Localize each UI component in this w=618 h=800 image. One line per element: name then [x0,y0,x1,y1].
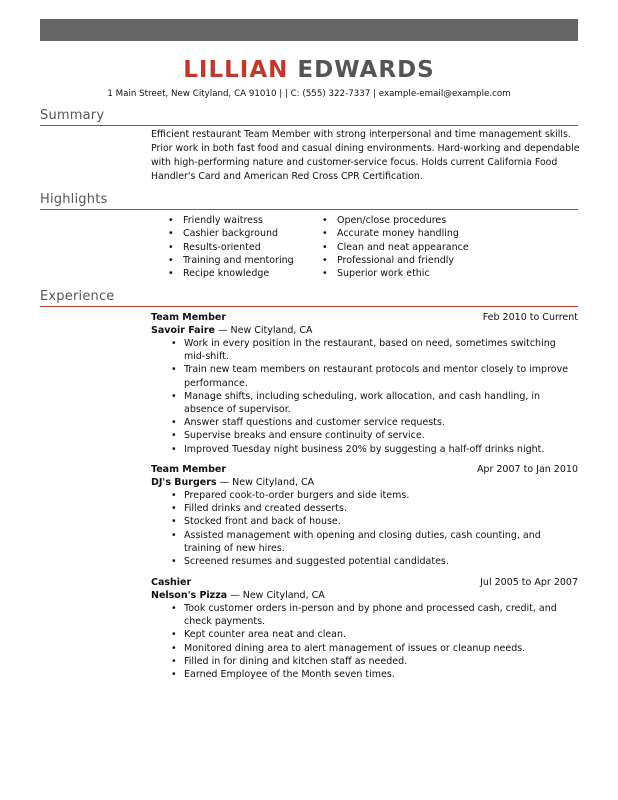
job-duty: • Answer staff questions and customer service requests. [151,416,575,429]
section-title-highlights: Highlights [40,192,108,207]
first-name: LILLIAN [183,57,289,83]
job-duties-list [151,337,575,456]
job-duty: • Supervise breaks and ensure continuity of service. [151,429,575,442]
job-duty: • Filled drinks and created desserts. [151,502,575,515]
company-name: DJ's Burgers [151,477,217,488]
company-name: Savoir Faire [151,325,215,336]
job-dates: Feb 2010 to Current [482,312,578,323]
job-company-line [151,589,325,602]
highlight-item: • Cashier background [168,227,294,240]
job-duty: • Earned Employee of the Month seven times. [151,668,575,681]
summary-text: Efficient restaurant Team Member with strong interpersonal and time management skills. Prior work in both fast food and casual dining environments. Hard-working and dependable with high-performing nature and customer-service focus. Holds current California Food Handler's Card and American Red Cross CPR Certification. [151,129,580,182]
highlight-item: • Accurate money handling [322,227,469,240]
job-duty: • Filled in for dining and kitchen staff as needed. [151,655,575,668]
job-dates: Jul 2005 to Apr 2007 [480,577,578,588]
highlight-item: • Clean and neat appearance [322,241,469,254]
section-rule [40,306,578,307]
highlight-item: • Superior work ethic [322,267,469,280]
highlight-item: • Open/close procedures [322,214,469,227]
job-dates: Apr 2007 to Jan 2010 [476,464,578,475]
company-location: New Cityland, CA [232,477,315,488]
job-duties-list [151,489,575,568]
job-title: Cashier [151,577,192,588]
contact-info: 1 Main Street, New Cityland, CA 91010 | | C: (555) 322-7337 | example-email@example.com [107,89,511,99]
highlights-left-list [168,214,294,280]
highlight-item: • Professional and friendly [322,254,469,267]
section-rule [40,125,578,126]
job-duty: • Kept counter area neat and clean. [151,628,575,641]
job-duty: • Prepared cook-to-order burgers and side items. [151,489,575,502]
company-separator: — [219,477,230,488]
highlight-item: • Training and mentoring [168,254,294,267]
job-duty: • Improved Tuesday night business 20% by suggesting a half-off drinks night. [151,443,575,456]
job-duty: • Train new team members on restaurant protocols and mentor closely to improve performance. [151,363,575,389]
job-title: Team Member [151,464,227,475]
last-name: EDWARDS [297,57,435,83]
company-location: New Cityland, CA [230,325,313,336]
section-rule [40,209,578,210]
job-duty: • Assisted management with opening and closing duties, cash counting, and training of new hires. [151,529,575,555]
job-company-line [151,324,313,337]
job-company-line [151,476,314,489]
job-duty: • Screened resumes and suggested potential candidates. [151,555,575,568]
company-location: New Cityland, CA [242,590,325,601]
company-separator: — [217,325,228,336]
company-separator: — [230,590,240,601]
highlight-item: • Results-oriented [168,241,294,254]
job-duties-list [151,602,575,681]
job-duty: • Work in every position in the restaurant, based on need, sometimes switching mid-shift. [151,337,575,363]
company-name: Nelson's Pizza [151,590,228,601]
highlight-item: • Recipe knowledge [168,267,294,280]
job-duty: • Stocked front and back of house. [151,515,575,528]
job-title: Team Member [151,312,227,323]
job-duty: • Took customer orders in-person and by phone and processed cash, credit, and check payments. [151,602,575,628]
section-title-summary: Summary [40,108,105,123]
highlight-item: • Friendly waitress [168,214,294,227]
job-duty: • Manage shifts, including scheduling, work allocation, and cash handling, in absence of supervisor. [151,390,575,416]
section-title-experience: Experience [40,289,115,304]
highlights-right-list [322,214,469,280]
candidate-name [0,56,618,84]
header-bar [40,19,578,41]
job-duty: • Monitored dining area to alert management of issues or cleanup needs. [151,642,575,655]
